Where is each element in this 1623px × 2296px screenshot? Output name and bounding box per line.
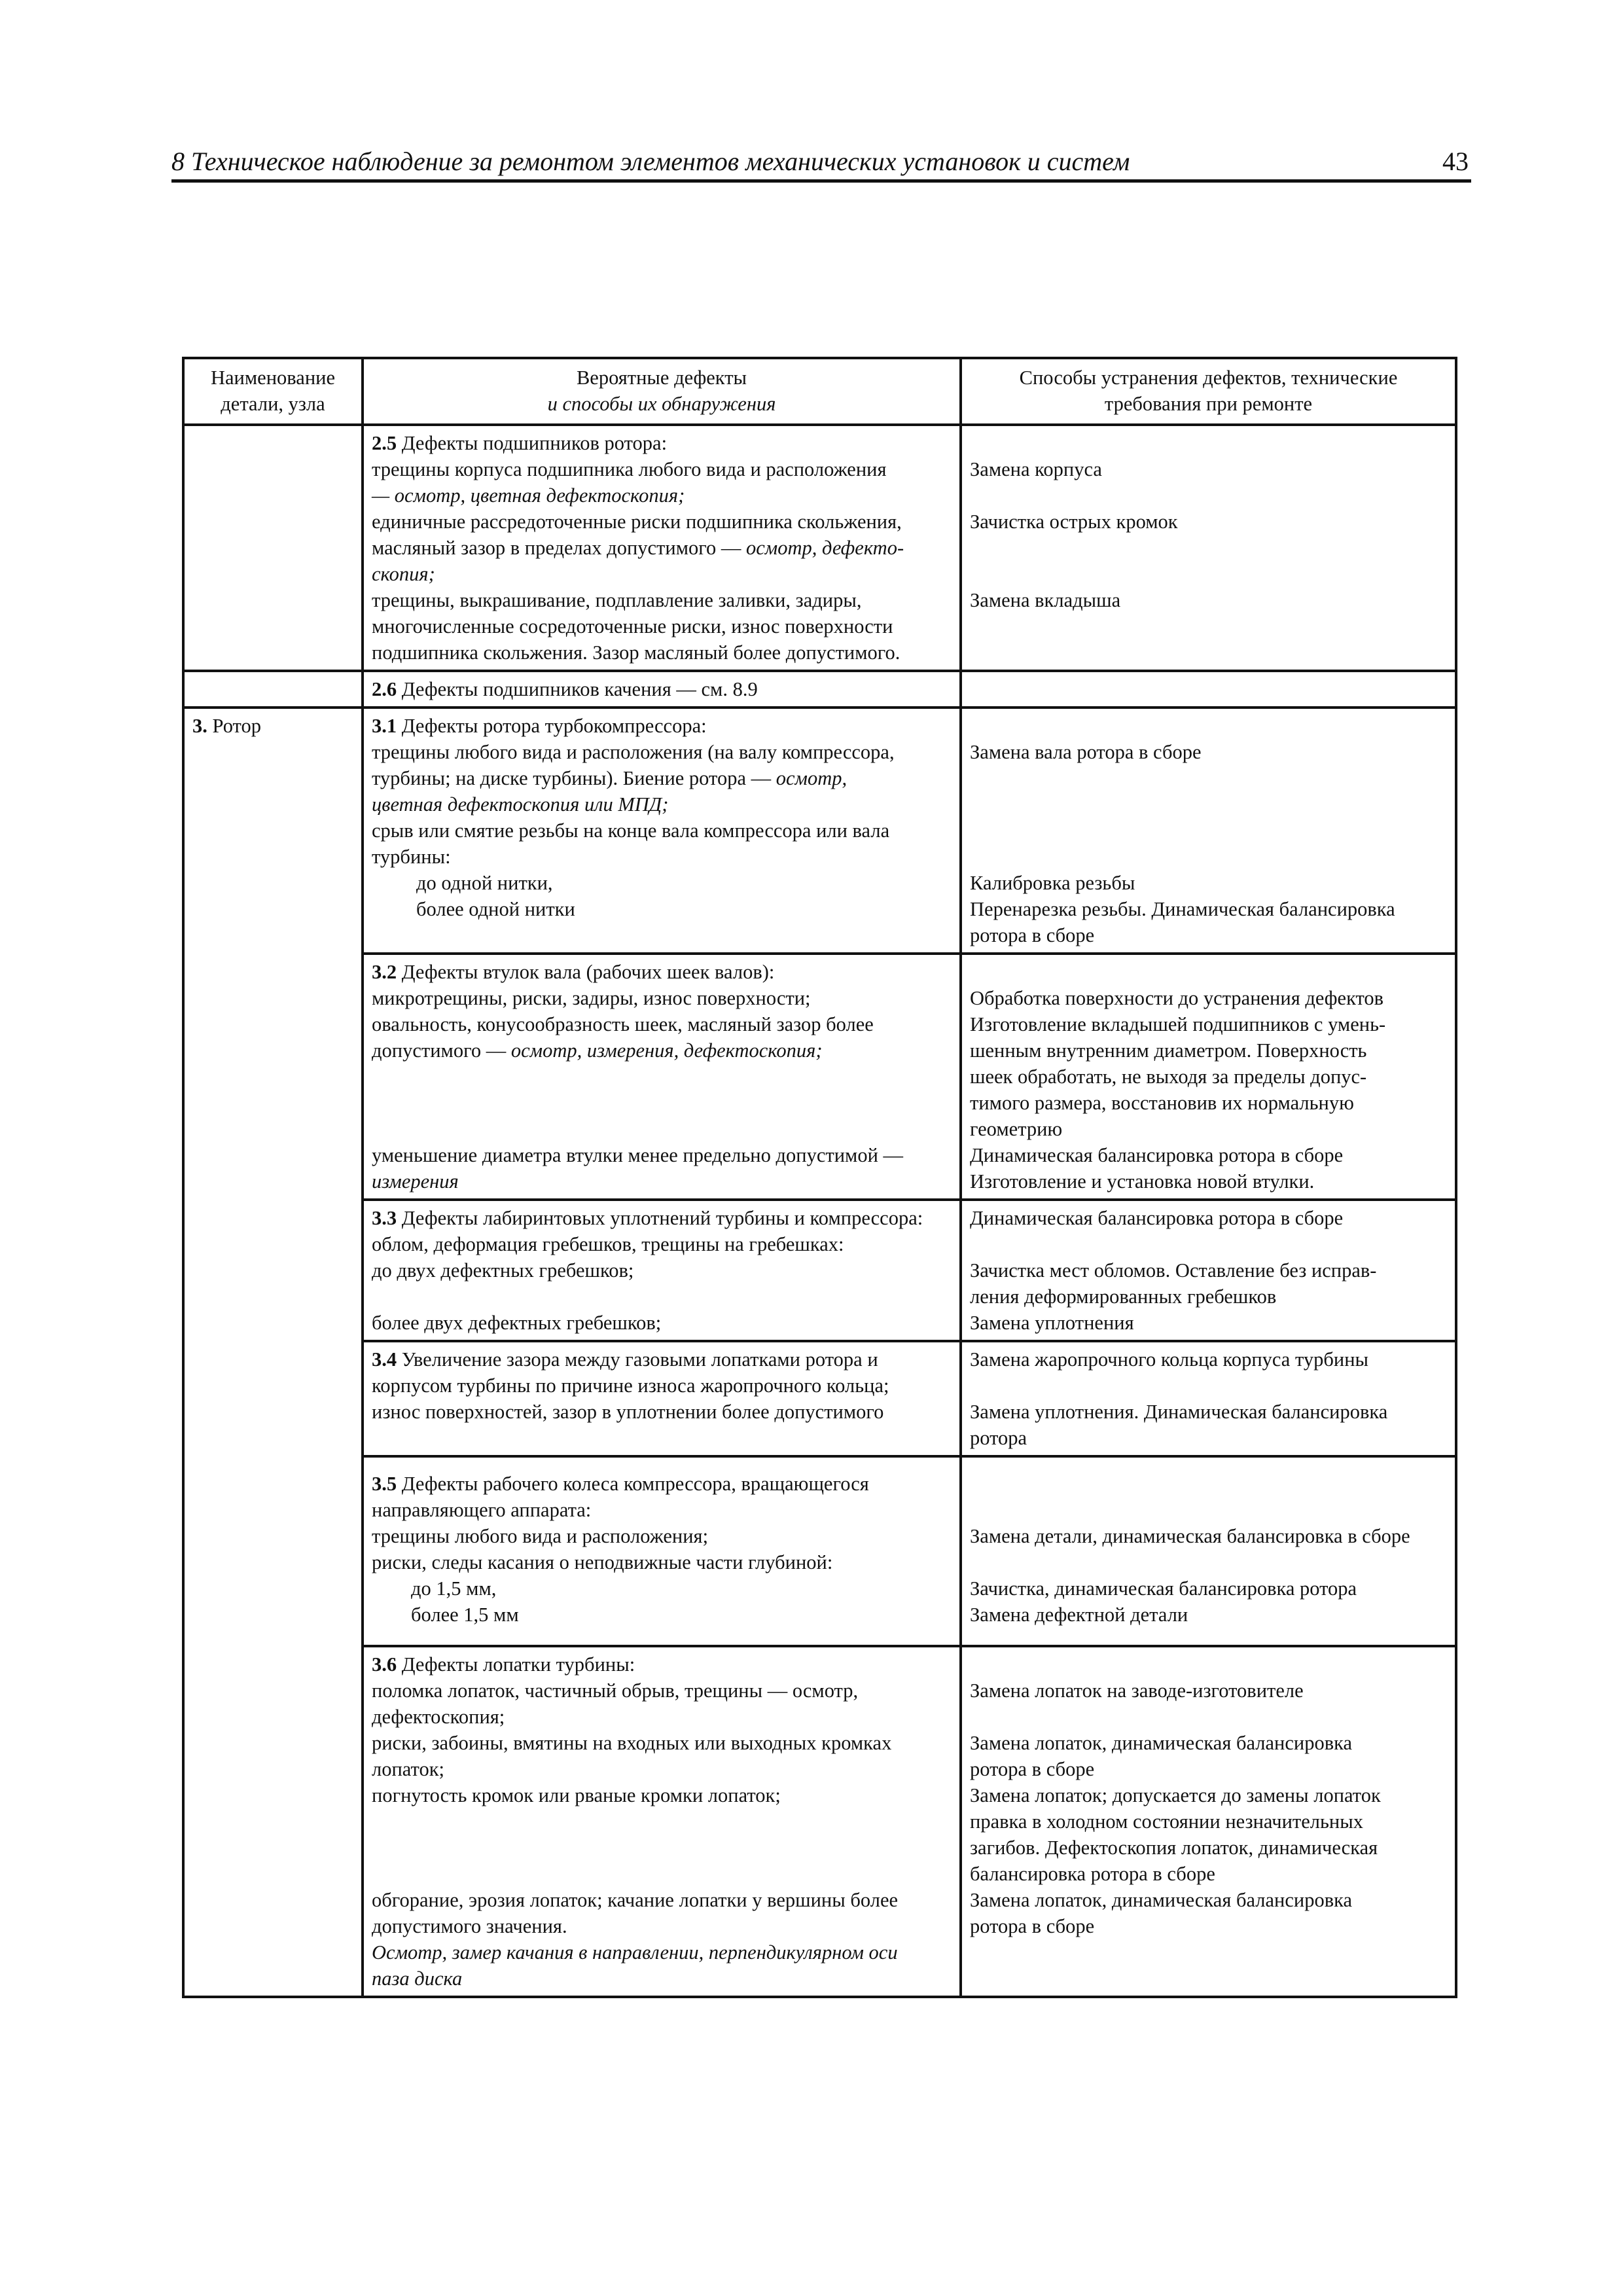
remedy-cell: Замена вала ротора в сборе Калибровка резьбы Перенарезка резьбы. Динамическая балансировка ротора в сборе <box>961 708 1456 954</box>
remedy-cell: Динамическая балансировка ротора в сборе Зачистка мест обломов. Оставление без исправ- ления деформированных гребешков Замена уплотнения <box>961 1200 1456 1341</box>
table-row <box>183 1341 1456 1456</box>
table-row <box>183 1456 1456 1646</box>
remedy-cell: Замена корпуса Зачистка острых кромок Замена вкладыша <box>961 425 1456 671</box>
defect-cell: 2.6 Дефекты подшипников качения — см. 8.9 <box>363 671 961 708</box>
remedy-cell <box>961 671 1456 708</box>
table-row <box>183 671 1456 708</box>
table-row <box>183 1200 1456 1341</box>
remedy-cell: Замена жаропрочного кольца корпуса турбины Замена уплотнения. Динамическая балансировка ротора <box>961 1341 1456 1456</box>
table-row <box>183 1646 1456 1997</box>
defect-cell: 3.2 Дефекты втулок вала (рабочих шеек валов): микротрещины, риски, задиры, износ поверхности; овальность, конусообразность шеек, масляный зазор более допустимого — осмотр, измерения, дефектоскопия; уменьшение диаметра втулки менее предельно допустимой — измерения <box>363 954 961 1200</box>
defect-cell: 3.6 Дефекты лопатки турбины: поломка лопаток, частичный обрыв, трещины — осмотр, дефектоскопия; риски, забоины, вмятины на входных или выходных кромках лопаток; погнутость кромок или рваные кромки лопаток; обгорание, эрозия лопаток; качание лопатки у вершины более допустимого значения. Осмотр, замер качания в направлении, перпендикулярном оси паза диска <box>363 1646 961 1997</box>
part-cell <box>183 425 363 671</box>
header-defects: Вероятные дефекты и способы их обнаружения <box>363 358 961 425</box>
chapter-title: 8 Техническое наблюдение за ремонтом элементов механических установок и систем <box>171 147 1130 176</box>
part-cell-rotor: 3. Ротор <box>183 708 363 1997</box>
table-row <box>183 708 1456 954</box>
running-header <box>171 145 1471 183</box>
remedy-cell: Замена лопаток на заводе-изготовителе Замена лопаток, динамическая балансировка ротора в сборе Замена лопаток; допускается до замены лопаток правка в холодном состоянии незначительных загибов. Дефектоскопия лопаток, динамическая балансировка ротора в сборе Замена лопаток, динамическая балансировка ротора в сборе <box>961 1646 1456 1997</box>
defect-cell: 3.3 Дефекты лабиринтовых уплотнений турбины и компрессора: облом, деформация гребешков, трещины на гребешках: до двух дефектных гребешков; более двух дефектных гребешков; <box>363 1200 961 1341</box>
defects-table <box>182 357 1457 1998</box>
table-row <box>183 425 1456 671</box>
header-remedies: Способы устранения дефектов, технические требования при ремонте <box>961 358 1456 425</box>
defect-cell: 3.1 Дефекты ротора турбокомпрессора: трещины любого вида и расположения (на валу компрессора, турбины; на диске турбины). Биение ротора — осмотр, цветная дефектоскопия или МПД; срыв или смятие резьбы на конце вала компрессора или вала турбины: до одной нитки, более одной нитки <box>363 708 961 954</box>
table-row <box>183 954 1456 1200</box>
remedy-cell: Обработка поверхности до устранения дефектов Изготовление вкладышей подшипников с умень- шенным внутренним диаметром. Поверхность шеек обработать, не выходя за пределы допус- тимого размера, восстановив их нормальную геометрию Динамическая балансировка ротора в сборе Изготовление и установка новой втулки. <box>961 954 1456 1200</box>
defect-cell: 2.5 Дефекты подшипников ротора: трещины корпуса подшипника любого вида и расположения — осмотр, цветная дефектоскопия; единичные рассредоточенные риски подшипника скольжения, масляный зазор в пределах допустимого — осмотр, дефекто- скопия; трещины, выкрашивание, подплавление заливки, задиры, многочисленные сосредоточенные риски, износ поверхности подшипника скольжения. Зазор масляный более допустимого. <box>363 425 961 671</box>
defect-cell: 3.5 Дефекты рабочего колеса компрессора, вращающегося направляющего аппарата: трещины любого вида и расположения; риски, следы касания о неподвижные части глубиной: до 1,5 мм, более 1,5 мм <box>363 1456 961 1646</box>
page-number: 43 <box>1442 147 1469 176</box>
defect-cell: 3.4 Увеличение зазора между газовыми лопатками ротора и корпусом турбины по причине износа жаропрочного кольца; износ поверхностей, зазор в уплотнении более допустимого <box>363 1341 961 1456</box>
part-cell <box>183 671 363 708</box>
header-part-name: Наименование детали, узла <box>183 358 363 425</box>
remedy-cell: Замена детали, динамическая балансировка в сборе Зачистка, динамическая балансировка ротора Замена дефектной детали <box>961 1456 1456 1646</box>
table-header-row <box>183 358 1456 425</box>
